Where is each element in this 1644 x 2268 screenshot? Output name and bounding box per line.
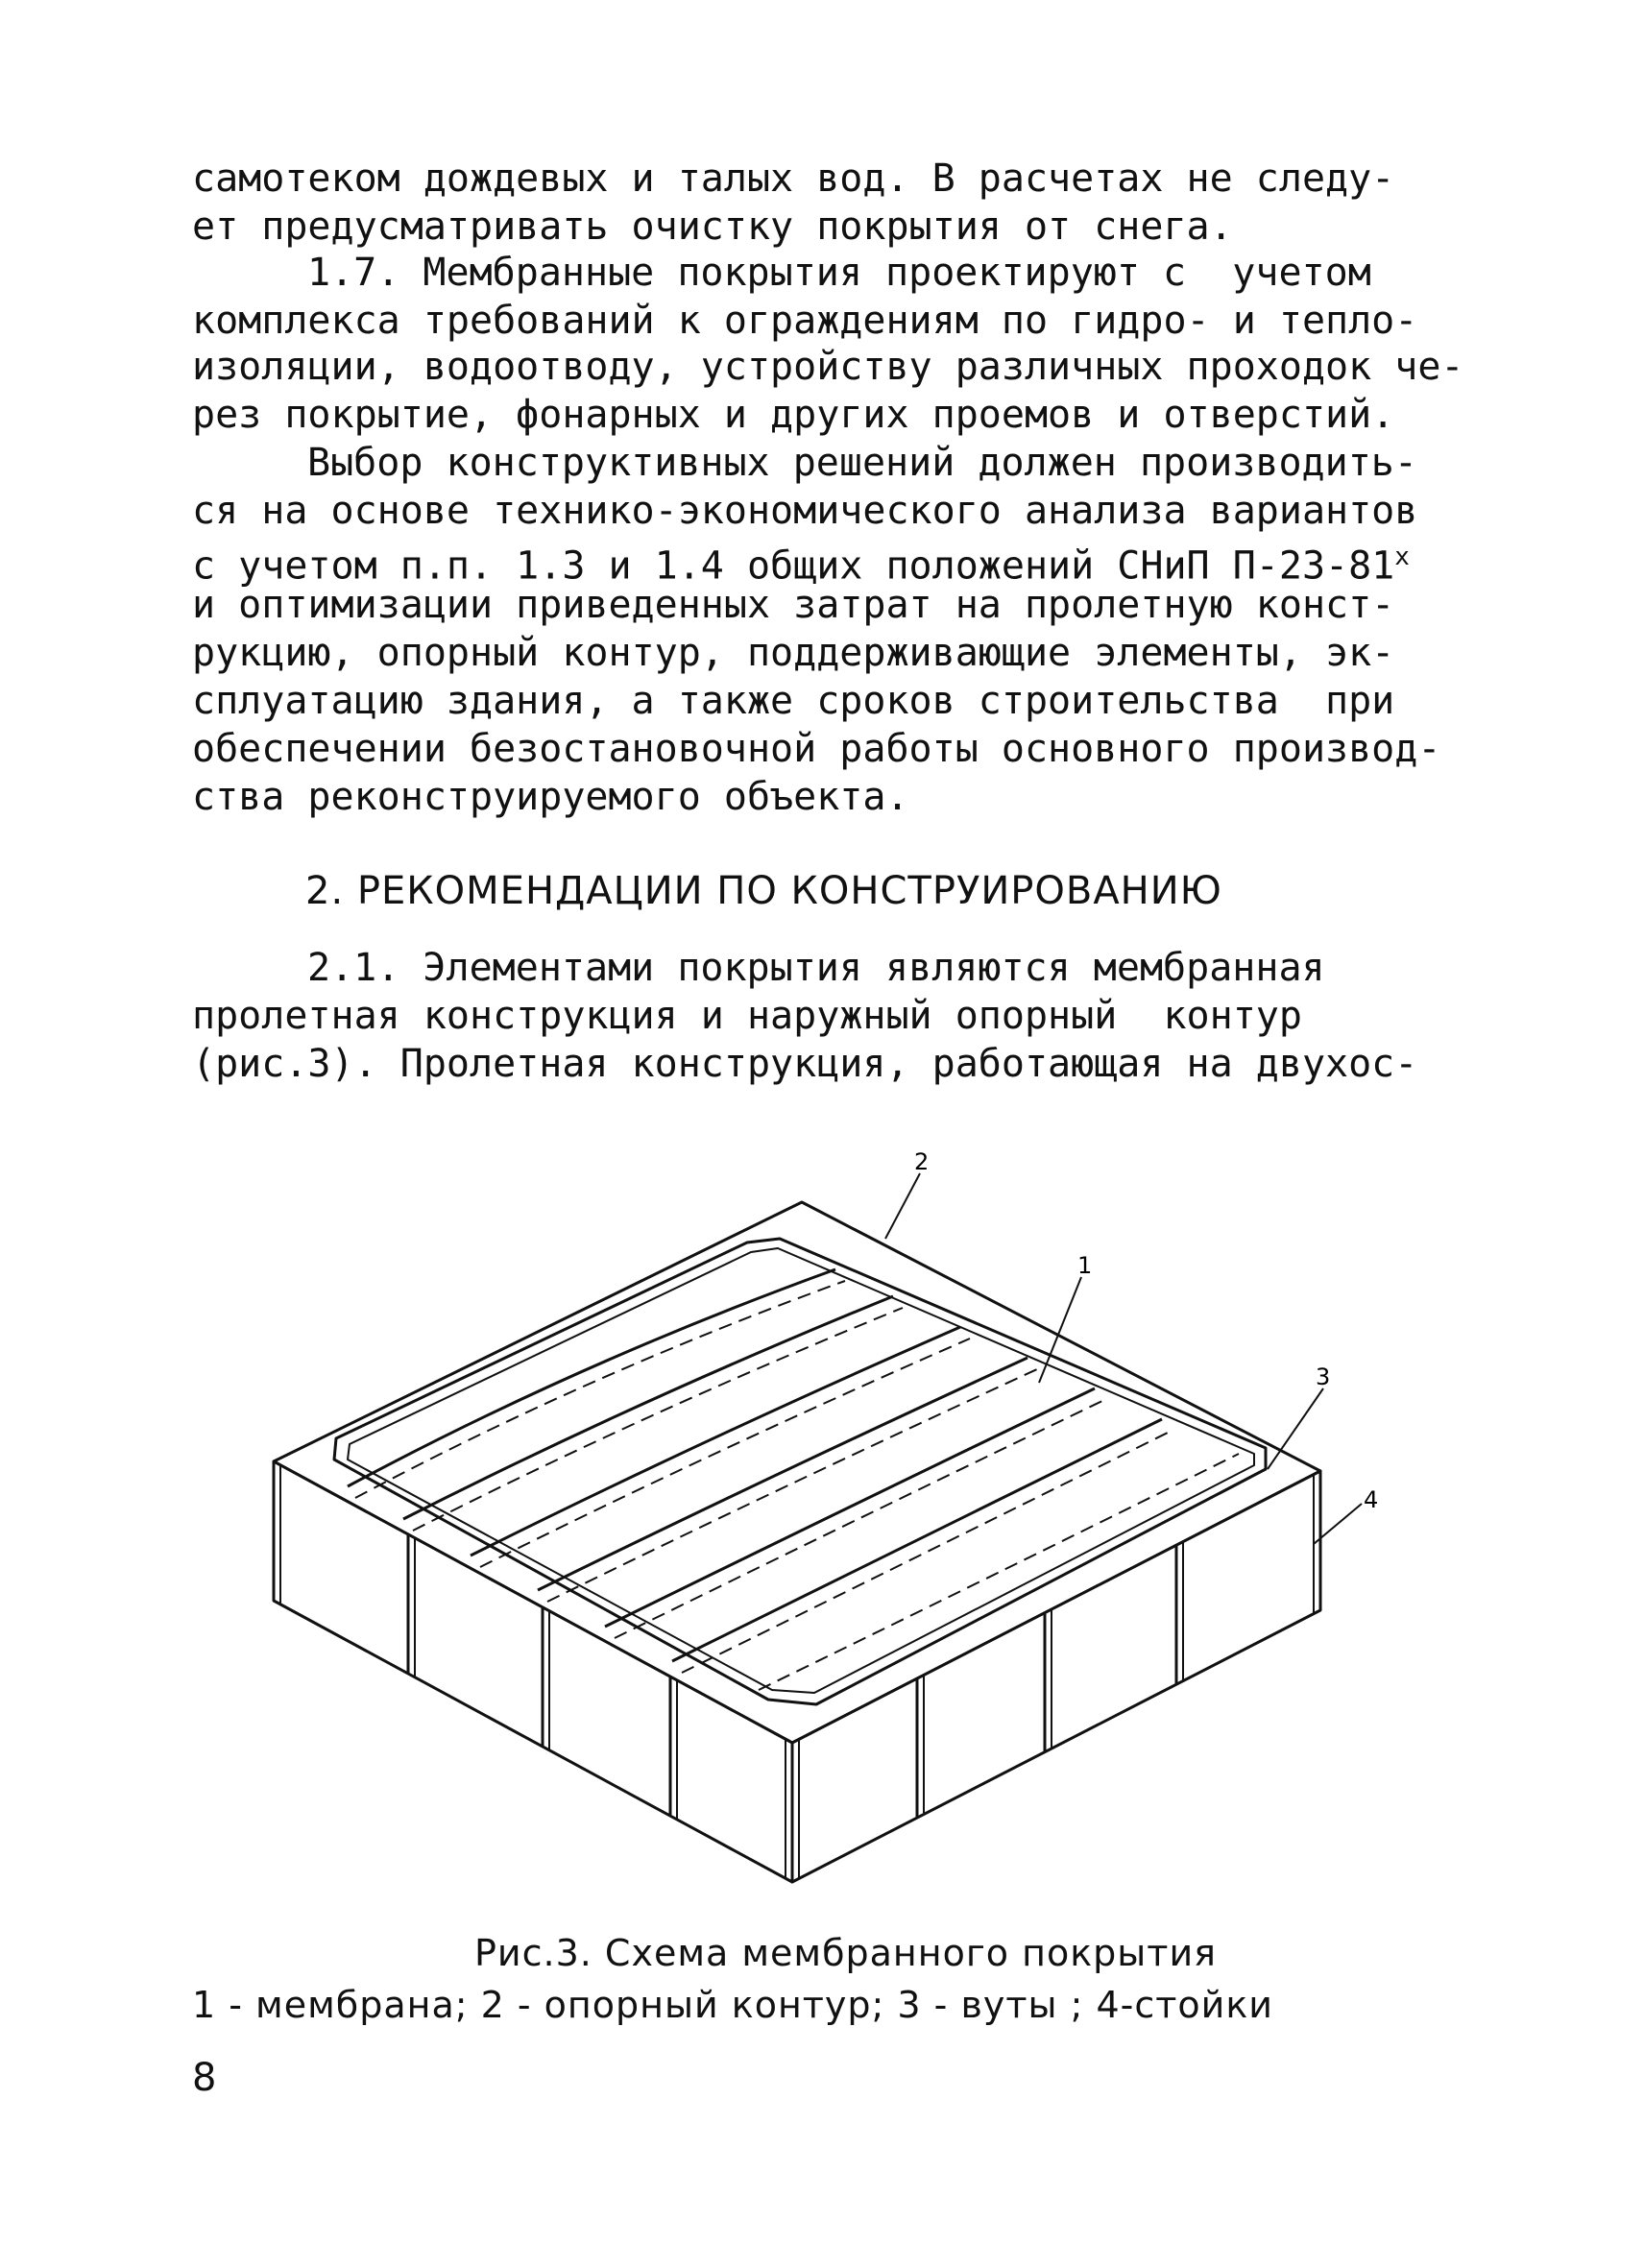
body-line-3: 1.7. Мембранные покрытия проектируют с учетом bbox=[307, 251, 1371, 295]
figure-caption-legend: 1 - мембрана; 2 - опорный контур; 3 - вуты ; 4-стойки bbox=[192, 1984, 1273, 2026]
figure-label-3: 3 bbox=[1316, 1363, 1331, 1390]
body-line-7: Выбор конструктивных решений должен производить- bbox=[307, 441, 1417, 485]
figure-label-4: 4 bbox=[1364, 1486, 1379, 1513]
section-line-1: 2.1. Элементами покрытия являются мембранная bbox=[307, 946, 1325, 990]
body-line-8: ся на основе технико-экономического анализа вариантов bbox=[192, 489, 1418, 533]
body-line-9: с учетом п.п. 1.3 и 1.4 общих положений СНиП $П-23-81^х$ bbox=[192, 543, 1410, 589]
body-line-4: комплекса требований к ограждениям по гидро- и тепло- bbox=[192, 299, 1418, 343]
body-line-14: ства реконструируемого объекта. bbox=[192, 775, 909, 819]
page-number: 8 bbox=[192, 2056, 218, 2100]
figure-caption-title: Рис.3. Схема мембранного покрытия bbox=[474, 1932, 1217, 1974]
leader-2 bbox=[885, 1173, 920, 1239]
figure-label-2: 2 bbox=[914, 1148, 930, 1175]
body-line-1: самотеком дождевых и талых вод. В расчетах не следу- bbox=[192, 157, 1395, 201]
figure-label-1: 1 bbox=[1077, 1252, 1093, 1279]
body-line-13: обеспечении безостановочной работы основного производ- bbox=[192, 727, 1441, 771]
body-line-12: сплуатацию здания, а также сроков строительства при bbox=[192, 679, 1395, 723]
body-line-11: рукцию, опорный контур, поддерживающие элементы, эк- bbox=[192, 631, 1395, 675]
body-line-10: и оптимизации приведенных затрат на пролетную конст- bbox=[192, 583, 1395, 627]
superscript: х bbox=[1394, 543, 1410, 571]
section-line-2: пролетная конструкция и наружный опорный контур bbox=[192, 994, 1302, 1038]
body-line-6: рез покрытие, фонарных и других проемов и отверстий. bbox=[192, 393, 1395, 437]
body-line-5: изоляции, водоотводу, устройству различных проходок че- bbox=[192, 345, 1464, 389]
body-line-2: ет предусматривать очистку покрытия от снега. bbox=[192, 205, 1233, 249]
section-heading: 2. РЕКОМЕНДАЦИИ ПО КОНСТРУИРОВАНИЮ bbox=[305, 869, 1222, 913]
section-line-3: (рис.3). Пролетная конструкция, работающая на двухос- bbox=[192, 1042, 1418, 1086]
